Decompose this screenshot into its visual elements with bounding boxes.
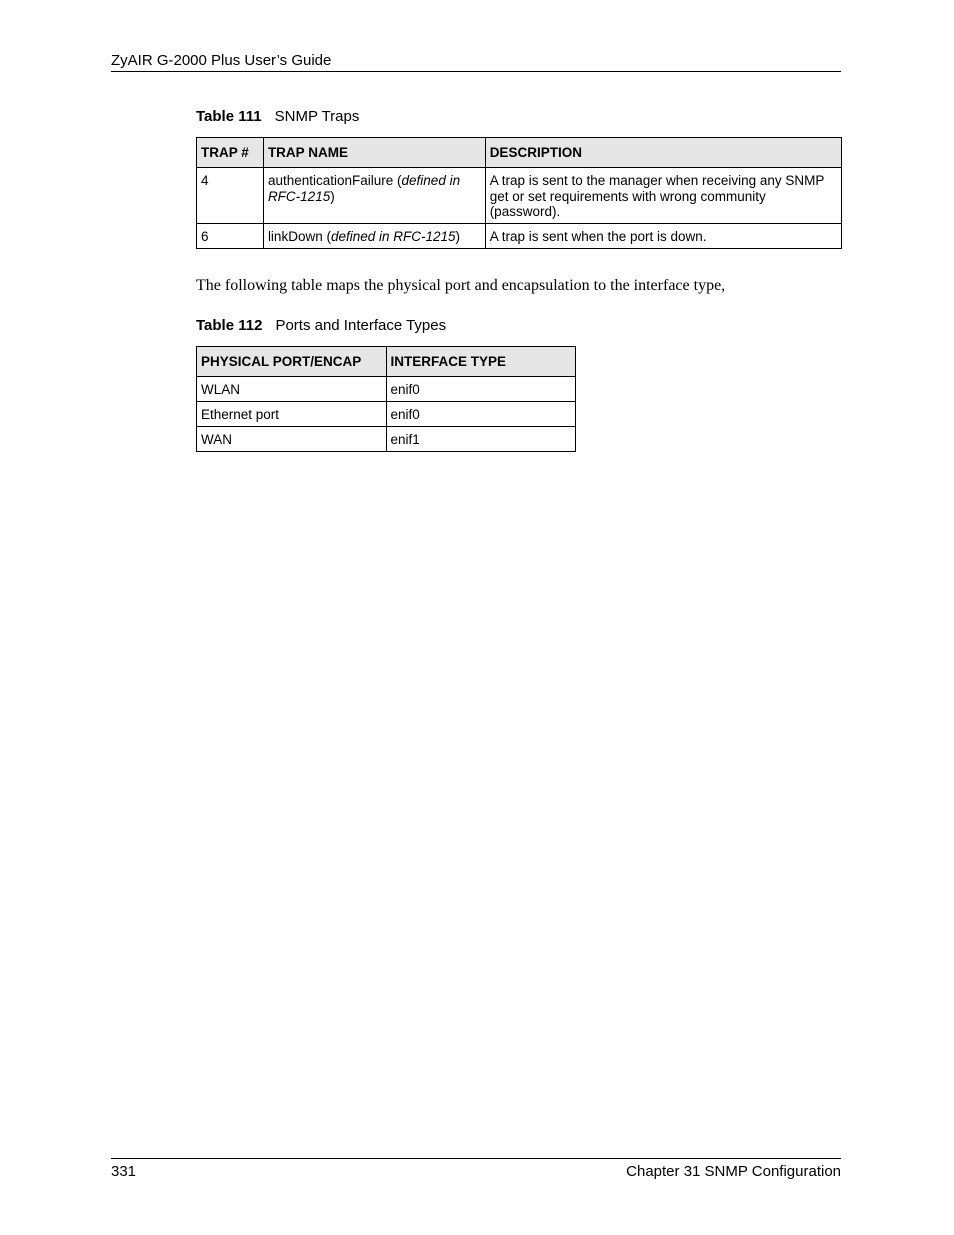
- trap-number-cell: 4: [197, 168, 264, 224]
- chapter-title: Chapter 31 SNMP Configuration: [626, 1163, 841, 1180]
- trap-name-cell: linkDown (defined in RFC-1215): [263, 224, 485, 249]
- table-row: [197, 224, 842, 249]
- column-header-interface-type: INTERFACE TYPE: [386, 347, 575, 377]
- port-cell: Ethernet port: [197, 402, 387, 427]
- table-112-title: Ports and Interface Types: [275, 317, 447, 334]
- trap-name-cell: authenticationFailure (defined in RFC-1215): [263, 168, 485, 224]
- page-number: 331: [111, 1163, 137, 1180]
- trap-description-cell: A trap is sent when the port is down.: [485, 224, 841, 249]
- table-row: [197, 427, 576, 452]
- table-112-caption: [196, 317, 446, 335]
- table-row: [197, 377, 576, 402]
- trap-name: authenticationFailure: [267, 173, 394, 188]
- table-row: [197, 168, 842, 224]
- table-header-row: [197, 138, 842, 168]
- interface-type-cell: enif0: [386, 377, 575, 402]
- trap-description-cell: A trap is sent to the manager when receiving any SNMP get or set requirements with wrong community (password).: [485, 168, 841, 224]
- table-111-caption: [196, 108, 359, 126]
- trap-name-note: defined in RFC-1215: [330, 229, 456, 244]
- trap-name: linkDown: [267, 229, 323, 244]
- table-header-row: [197, 347, 576, 377]
- snmp-traps-table: [196, 137, 842, 249]
- ports-interface-types-table: [196, 346, 576, 452]
- port-cell: WAN: [197, 427, 387, 452]
- column-header-trap-name: TRAP NAME: [263, 138, 485, 168]
- column-header-trap-number: TRAP #: [197, 138, 264, 168]
- table-row: [197, 402, 576, 427]
- trap-name-note: defined in RFC-1215: [267, 173, 461, 204]
- interface-type-cell: enif0: [386, 402, 575, 427]
- table-112-number: Table 112: [196, 317, 263, 334]
- guide-title: ZyAIR G-2000 Plus User’s Guide: [111, 52, 332, 69]
- page-footer: [111, 1158, 841, 1183]
- column-header-description: DESCRIPTION: [485, 138, 841, 168]
- table-111-title: SNMP Traps: [274, 108, 360, 125]
- column-header-physical-port: PHYSICAL PORT/ENCAP: [197, 347, 387, 377]
- interface-type-cell: enif1: [386, 427, 575, 452]
- page-header: [111, 51, 841, 72]
- port-cell: WLAN: [197, 377, 387, 402]
- body-paragraph: The following table maps the physical port and encapsulation to the interface type,: [196, 277, 726, 294]
- table-111-number: Table 111: [196, 108, 262, 125]
- trap-number-cell: 6: [197, 224, 264, 249]
